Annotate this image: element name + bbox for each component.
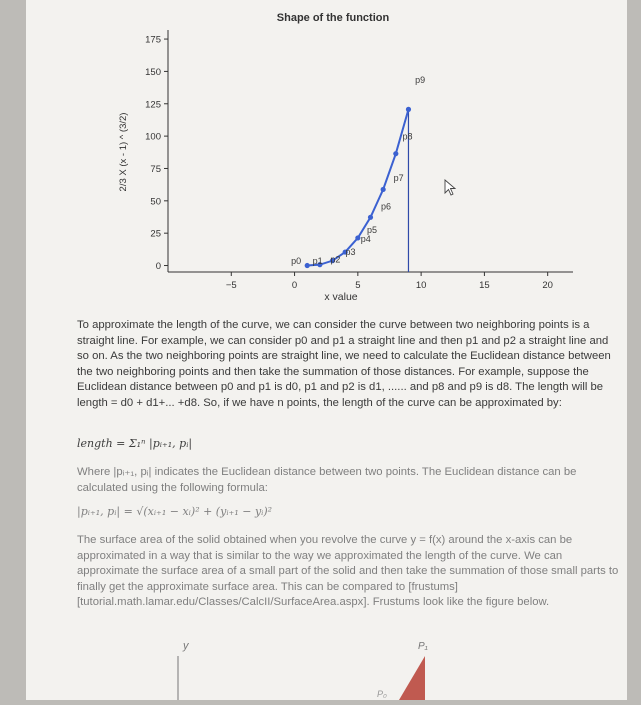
chart: [26, 0, 627, 310]
y-tick-label: 50: [150, 196, 161, 208]
x-axis-label: x value: [324, 291, 358, 303]
figure-p0-label: P₀: [377, 689, 387, 699]
y-tick-label: 125: [145, 99, 161, 111]
point-label: p7: [393, 173, 404, 184]
point-label: p6: [380, 201, 391, 212]
paragraph-euclidean-text: Where |pᵢ₊₁, pᵢ| indicates the Euclidean distance between two points. The Euclidean distance can be calculated using the following formula:: [77, 466, 577, 494]
series-line: [307, 109, 408, 265]
y-axis-label: 2/3 X (x - 1) ^ (3/2): [118, 112, 129, 192]
x-tick-label: 10: [415, 280, 427, 291]
figure-y-label: y: [183, 640, 189, 652]
point-label: p4: [360, 233, 371, 244]
x-ticks: [226, 272, 553, 291]
point-label: p9: [415, 74, 426, 85]
x-tick-label: 5: [355, 280, 361, 291]
y-tick-label: 175: [145, 34, 161, 46]
chart-svg: [26, 0, 627, 310]
point-label: p8: [402, 131, 413, 142]
point-label: p2: [330, 254, 341, 265]
paragraph-length: [77, 318, 622, 412]
data-point: [355, 235, 360, 240]
y-tick-label: 100: [145, 131, 161, 143]
paragraph-surface-area: [77, 533, 622, 611]
paragraph-euclidean: [77, 465, 622, 496]
paragraph-surface-area-text: The surface area of the solid obtained when you revolve the curve y = f(x) around the x-axis can be approximated in a way that is similar to the way we approximated the length of the curve. We can approximate the surface area of a small part of the solid and then take the summation of those small parts to finally get the approximate surface area. This can be compared to [frustums] [tutorial.math.lamar.edu/Classes/CalcII/SurfaceArea.aspx]. Frustums look like the figure below.: [77, 534, 619, 609]
x-tick-label: −5: [225, 280, 237, 291]
frustum-figure: [26, 630, 627, 700]
data-points: [305, 107, 411, 268]
y-ticks: [145, 35, 168, 272]
point-label: p1: [312, 255, 323, 266]
euclidean-formula: |pᵢ₊₁, pᵢ| = √(xᵢ₊₁ − xᵢ)² + (yᵢ₊₁ − yᵢ)²: [77, 505, 273, 518]
frustum-figure-svg: [26, 630, 627, 700]
figure-p1-label: P₁: [418, 641, 428, 652]
y-tick-label: 75: [150, 163, 161, 175]
y-tick-label: 25: [150, 228, 161, 240]
data-point: [393, 151, 398, 156]
x-tick-label: 15: [479, 280, 490, 291]
length-formula: length = Σ₁ⁿ |pᵢ₊₁, pᵢ|: [77, 437, 193, 450]
cursor-icon: [445, 180, 455, 195]
y-tick-label: 150: [145, 66, 161, 78]
point-label: p5: [367, 224, 378, 235]
x-tick-label: 0: [291, 280, 298, 291]
data-point: [368, 215, 373, 220]
data-point: [305, 263, 310, 268]
paragraph-length-text: To approximate the length of the curve, we can consider the curve between two neighboring points is a straight line. For example, we can consider p0 and p1 a straight line and then p1 and p2 a straight line and so on. As the two neighboring points are straight line, we need to calculate the Euclidean distance between the two neighboring points and then take the summation of those distances. For example, suppose the Euclidean distance between p0 and p1 is d0, p1 and p2 is d1, ...... and p8 and p9 is d8. The length will be length = d0 + d1+... +d8. So, if we have n points, the length of the curve can be approximated by:: [77, 319, 611, 409]
data-point: [381, 187, 386, 192]
page: [26, 0, 627, 700]
chart-title: Shape of the function: [276, 12, 390, 24]
point-label: p0: [291, 255, 302, 266]
x-tick-label: 20: [542, 280, 553, 291]
y-tick-label: 0: [155, 261, 161, 273]
data-point: [406, 107, 411, 112]
frustum-shape: [399, 656, 425, 700]
point-label: p3: [345, 246, 356, 257]
